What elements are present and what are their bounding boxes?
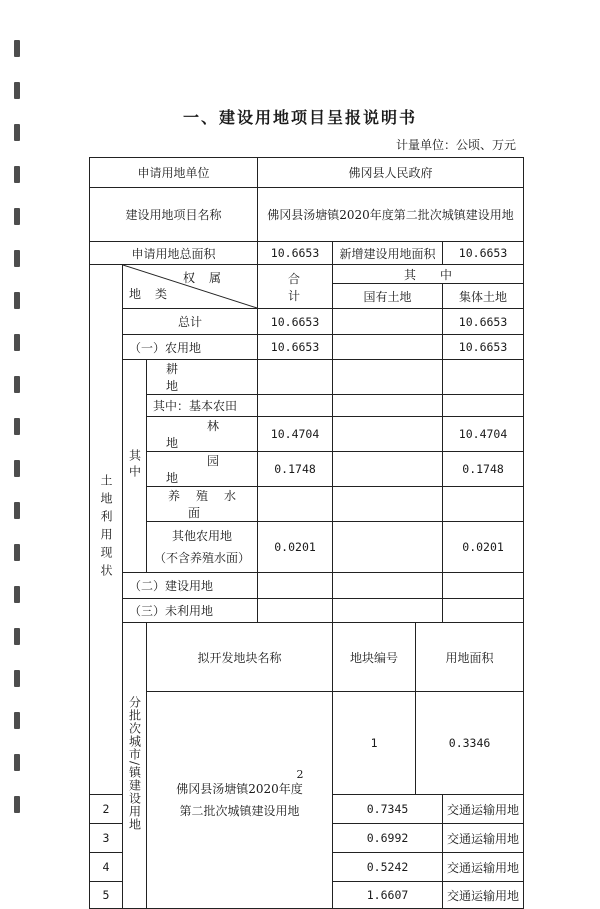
sub-row-state <box>333 452 443 487</box>
plot-area: 0.5242 <box>333 853 443 882</box>
unused-row-total <box>258 599 333 623</box>
ownership-header: 权属 <box>183 271 236 285</box>
sub-row-collective <box>443 487 524 522</box>
construction-row-label: （二）建设用地 <box>123 573 258 599</box>
total-row-state <box>333 309 443 335</box>
table-row <box>90 242 524 265</box>
sub-row-label: 林地 <box>147 417 258 452</box>
sub-row-state <box>333 360 443 395</box>
among-header: 其中 <box>333 265 524 284</box>
new-area-label: 新增建设用地面积 <box>333 242 443 265</box>
page-title: 一、建设用地项目呈报说明书 <box>182 108 417 127</box>
other-agri-state <box>333 522 443 573</box>
binder-hole <box>14 460 20 477</box>
page-number: 2 <box>296 768 304 781</box>
total-area-value: 10.6653 <box>258 242 333 265</box>
binder-hole <box>14 376 20 393</box>
binder-hole <box>14 544 20 561</box>
applicant-label: 申请用地单位 <box>90 158 258 188</box>
sub-row-label: 园地 <box>147 452 258 487</box>
applicant-value: 佛冈县人民政府 <box>258 158 524 188</box>
agri-row-state <box>333 335 443 360</box>
sub-row-collective: 10.4704 <box>443 417 524 452</box>
sub-row-state <box>333 487 443 522</box>
table-row <box>90 309 524 335</box>
other-agri-label: 其他农用地 （不含养殖水面） <box>147 522 258 573</box>
project-label: 建设用地项目名称 <box>90 188 258 242</box>
plot-name: 佛冈县汤塘镇2020年度 第二批次城镇建设用地 <box>147 692 333 909</box>
sub-row-total <box>258 360 333 395</box>
agri-row-total: 10.6653 <box>258 335 333 360</box>
sub-row-collective: 0.1748 <box>443 452 524 487</box>
table-row <box>90 158 524 188</box>
unused-row-collective <box>443 599 524 623</box>
binder-hole <box>14 628 20 645</box>
sub-row-state <box>333 395 443 417</box>
project-table <box>89 157 524 909</box>
sub-row-label: 其中：基本农田 <box>147 395 258 417</box>
agri-row-label: （一）农用地 <box>123 335 258 360</box>
plot-area: 0.3346 <box>416 692 524 795</box>
plot-no: 5 <box>90 882 123 909</box>
table-row <box>90 452 524 487</box>
plot-use: 交通运输用地 <box>443 824 524 853</box>
plot-use: 交通运输用地 <box>443 882 524 909</box>
plot-area: 1.6607 <box>333 882 443 909</box>
sub-among-label: 其中 <box>123 360 147 573</box>
ownership-landtype-header <box>123 265 258 309</box>
other-agri-total: 0.0201 <box>258 522 333 573</box>
sub-row-label: 养殖水面 <box>147 487 258 522</box>
sub-row-total: 0.1748 <box>258 452 333 487</box>
total-area-label: 申请用地总面积 <box>90 242 258 265</box>
binder-hole <box>14 586 20 603</box>
table-row <box>90 360 524 395</box>
agri-row-collective: 10.6653 <box>443 335 524 360</box>
plot-area: 0.7345 <box>333 795 443 824</box>
sub-row-collective <box>443 360 524 395</box>
new-area-value: 10.6653 <box>443 242 524 265</box>
total-col-header: 合计 <box>258 265 333 309</box>
binder-hole <box>14 670 20 687</box>
plot-no-header: 地块编号 <box>333 623 416 692</box>
total-row-label: 总计 <box>123 309 258 335</box>
plots-section-label: 分批次城市/镇建设用地 <box>123 623 147 909</box>
construction-row-total <box>258 573 333 599</box>
plot-no: 2 <box>90 795 123 824</box>
construction-row-state <box>333 573 443 599</box>
sub-row-total <box>258 487 333 522</box>
binder-holes <box>14 40 24 830</box>
table-row <box>90 395 524 417</box>
table-row <box>90 188 524 242</box>
binder-hole <box>14 292 20 309</box>
plot-use: 交通运输用地 <box>443 795 524 824</box>
binder-hole <box>14 208 20 225</box>
sub-row-total <box>258 395 333 417</box>
binder-hole <box>14 82 20 99</box>
binder-hole <box>14 166 20 183</box>
binder-hole <box>14 250 20 267</box>
table-row <box>90 335 524 360</box>
plot-no: 1 <box>333 692 416 795</box>
plot-area: 0.6992 <box>333 824 443 853</box>
binder-hole <box>14 40 20 57</box>
sub-row-state <box>333 417 443 452</box>
binder-hole <box>14 502 20 519</box>
binder-hole <box>14 334 20 351</box>
plot-name-header: 拟开发地块名称 <box>147 623 333 692</box>
collective-header: 集体土地 <box>443 284 524 309</box>
binder-hole <box>14 796 20 813</box>
sub-row-label: 耕地 <box>147 360 258 395</box>
total-row-collective: 10.6653 <box>443 309 524 335</box>
table-row <box>90 522 524 573</box>
unit-note: 计量单位：公顷、万元 <box>395 138 516 152</box>
plot-no: 3 <box>90 824 123 853</box>
table-row <box>90 599 524 623</box>
project-value: 佛冈县汤塘镇2020年度第二批次城镇建设用地 <box>258 188 524 242</box>
unused-row-state <box>333 599 443 623</box>
construction-row-collective <box>443 573 524 599</box>
binder-hole <box>14 712 20 729</box>
land-use-section-label: 土地利用现状 <box>90 265 123 795</box>
total-row-total: 10.6653 <box>258 309 333 335</box>
table-row <box>90 265 524 284</box>
sub-row-collective <box>443 395 524 417</box>
land-type-header: 地类 <box>129 287 182 301</box>
table-row <box>90 623 524 692</box>
plot-use: 交通运输用地 <box>443 853 524 882</box>
binder-hole <box>14 418 20 435</box>
unused-row-label: （三）未利用地 <box>123 599 258 623</box>
table-row <box>90 417 524 452</box>
table-row <box>90 573 524 599</box>
plot-no: 4 <box>90 853 123 882</box>
table-row <box>90 487 524 522</box>
state-owned-header: 国有土地 <box>333 284 443 309</box>
other-agri-collective: 0.0201 <box>443 522 524 573</box>
plot-area-header: 用地面积 <box>416 623 524 692</box>
sub-row-total: 10.4704 <box>258 417 333 452</box>
